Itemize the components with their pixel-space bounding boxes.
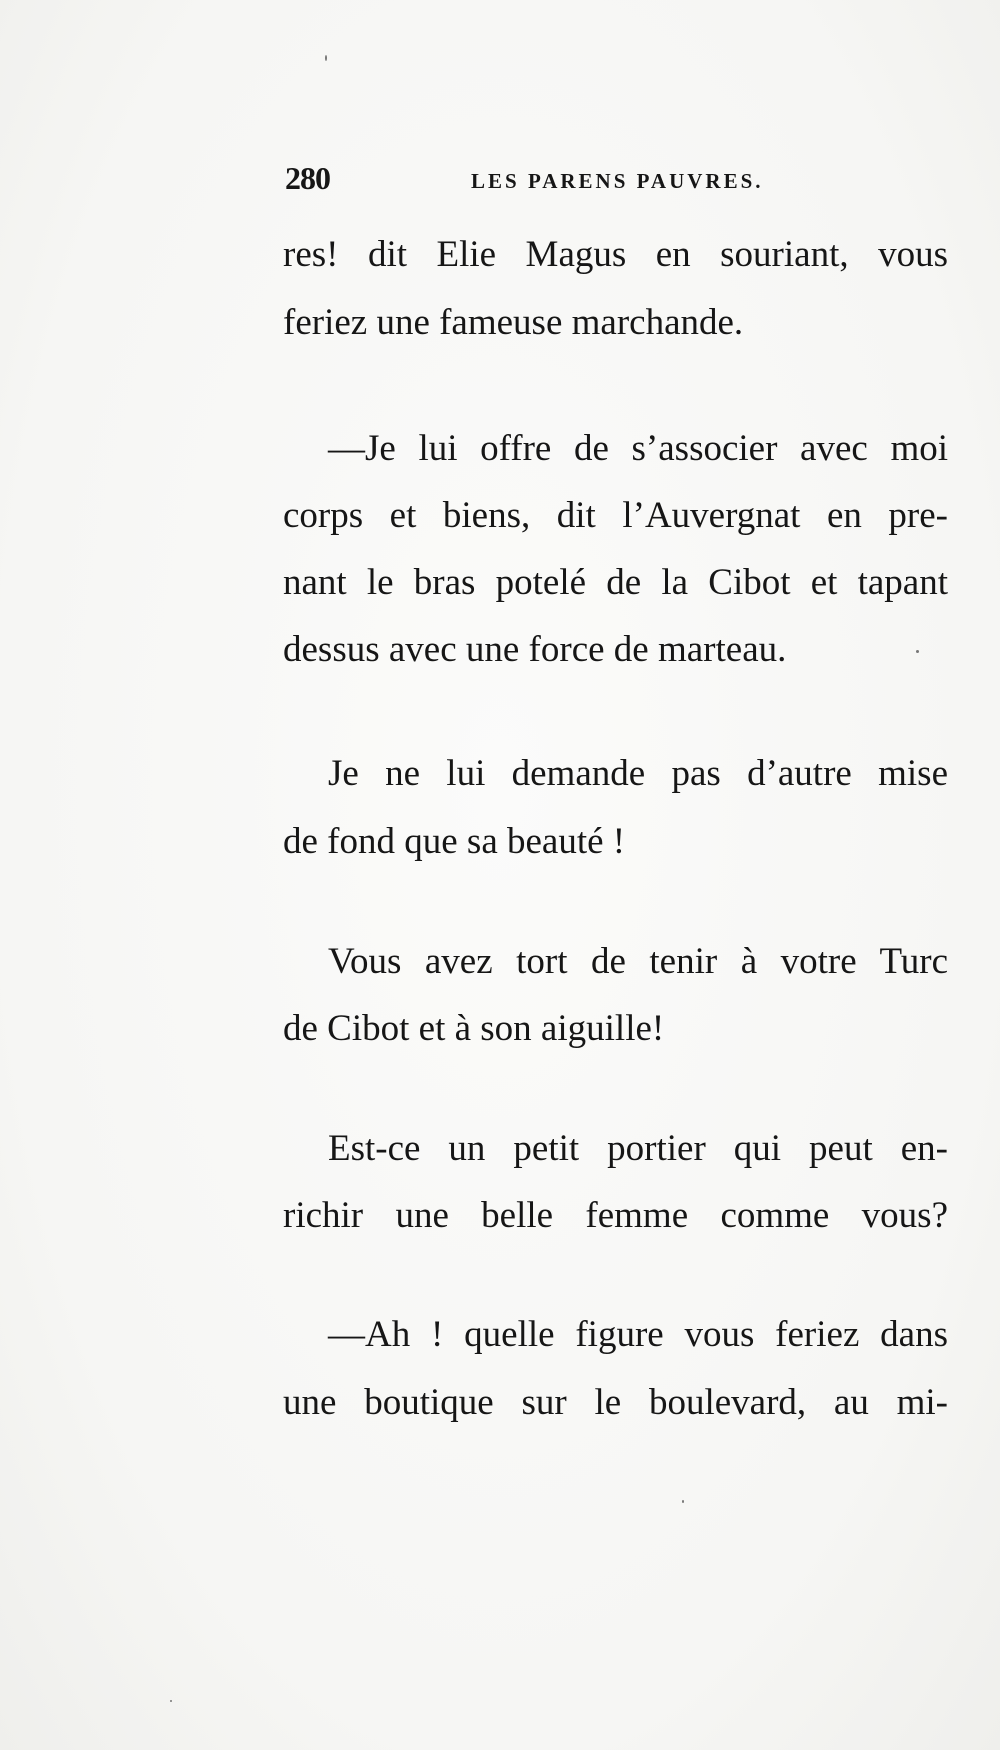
- text-line: feriez une fameuse marchande.: [283, 302, 744, 343]
- text-line: corps et biens, dit l’Auvergnat en pre-: [283, 495, 948, 536]
- text-line: Je ne lui demande pas d’autre mise: [328, 753, 948, 794]
- paper-speck: [682, 1500, 684, 1503]
- text-line: nant le bras potelé de la Cibot et tapant: [283, 562, 948, 603]
- text-line: dessus avec une force de marteau.: [283, 629, 787, 670]
- paper-speck: [170, 1700, 172, 1702]
- text-line: richir une belle femme comme vous?: [283, 1195, 948, 1236]
- text-line: de Cibot et à son aiguille!: [283, 1008, 665, 1049]
- page-number: 280: [285, 160, 330, 196]
- paper-speck: [916, 650, 919, 653]
- text-line: Vous avez tort de tenir à votre Turc: [328, 941, 948, 982]
- text-line: res! dit Elie Magus en souriant, vous: [283, 234, 948, 275]
- book-title: LES PARENS PAUVRES.: [471, 169, 764, 193]
- paper-speck: [325, 55, 327, 61]
- text-line: de fond que sa beauté !: [283, 821, 626, 862]
- text-line: une boutique sur le boulevard, au mi-: [283, 1382, 948, 1423]
- text-line: —Ah ! quelle figure vous feriez dans: [328, 1314, 948, 1355]
- text-line: Est-ce un petit portier qui peut en-: [328, 1128, 948, 1169]
- text-line: —Je lui offre de s’associer avec moi: [328, 428, 948, 469]
- running-head: [285, 160, 795, 200]
